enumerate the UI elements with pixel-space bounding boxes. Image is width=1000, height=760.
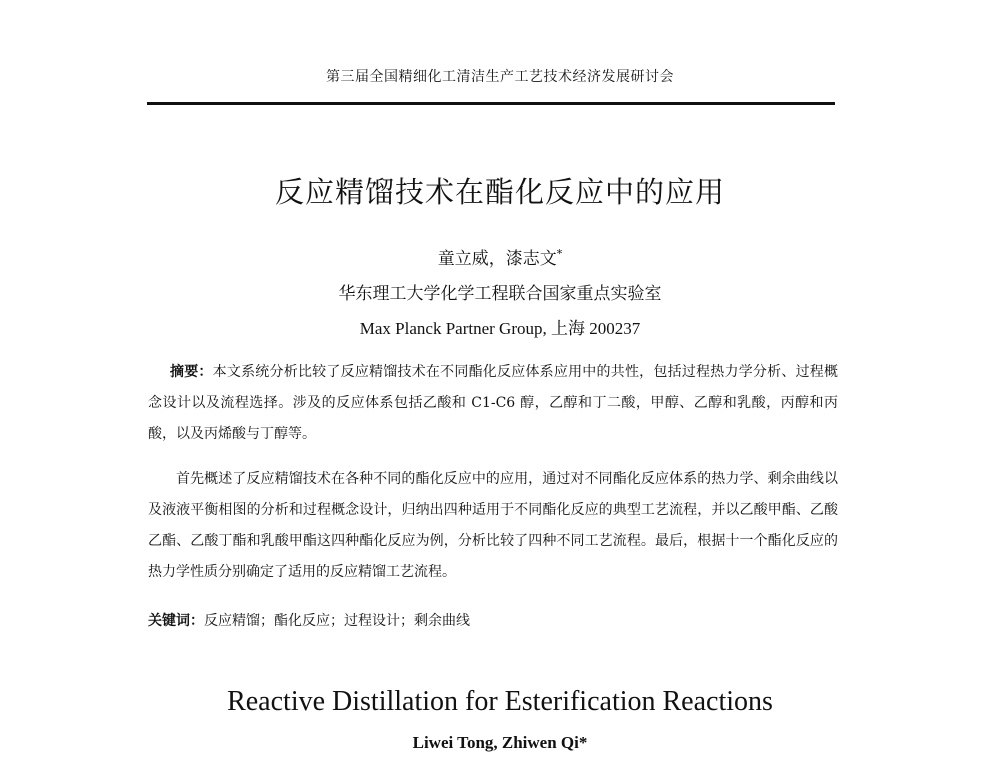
abstract-paragraph [148, 357, 838, 450]
abstract-text: 本文系统分析比较了反应精馏技术在不同酯化反应体系应用中的共性，包括过程热力学分析、过程概念设计以及流程选择。涉及的反应体系包括乙酸和 C1-C6 醇，乙醇和丁二酸，甲醇、乙醇和乳酸，丙醇和丙酸，以及丙烯酸与丁醇等。 [148, 364, 839, 442]
header-rule [147, 102, 835, 105]
keywords-text: 反应精馏；酯化反应；过程设计；剩余曲线 [204, 613, 470, 629]
conference-header: 第三届全国精细化工清洁生产工艺技术经济发展研讨会 [326, 69, 674, 85]
keywords-line [148, 606, 838, 637]
affiliation-line-1: 华东理工大学化学工程联合国家重点实验室 [338, 284, 662, 304]
english-authors: Liwei Tong, Zhiwen Qi* [412, 733, 588, 752]
chinese-authors [0, 244, 1000, 269]
body-paragraph: 首先概述了反应精馏技术在各种不同的酯化反应中的应用，通过对不同酯化反应体系的热力学、剩余曲线以及液液平衡相图的分析和过程概念设计，归纳出四种适用于不同酯化反应的典型工艺流程，并以乙酸甲酯、乙酸乙酯、乙酸丁酯和乳酸甲酯这四种酯化反应为例，分析比较了四种不同工艺流程。最后，根据十一个酯化反应的热力学性质分别确定了适用的反应精馏工艺流程。 [148, 471, 838, 580]
abstract-label: 摘要： [170, 364, 213, 380]
chinese-author-names: 童立威，漆志文 [437, 249, 557, 269]
chinese-title: 反应精馏技术在酯化反应中的应用 [274, 175, 725, 209]
keywords-label: 关键词： [148, 613, 204, 629]
affiliation-line-2: Max Planck Partner Group, 上海 200237 [359, 319, 641, 338]
corresponding-mark: * [556, 247, 563, 261]
english-title: Reactive Distillation for Esterification Reactions [227, 686, 773, 717]
